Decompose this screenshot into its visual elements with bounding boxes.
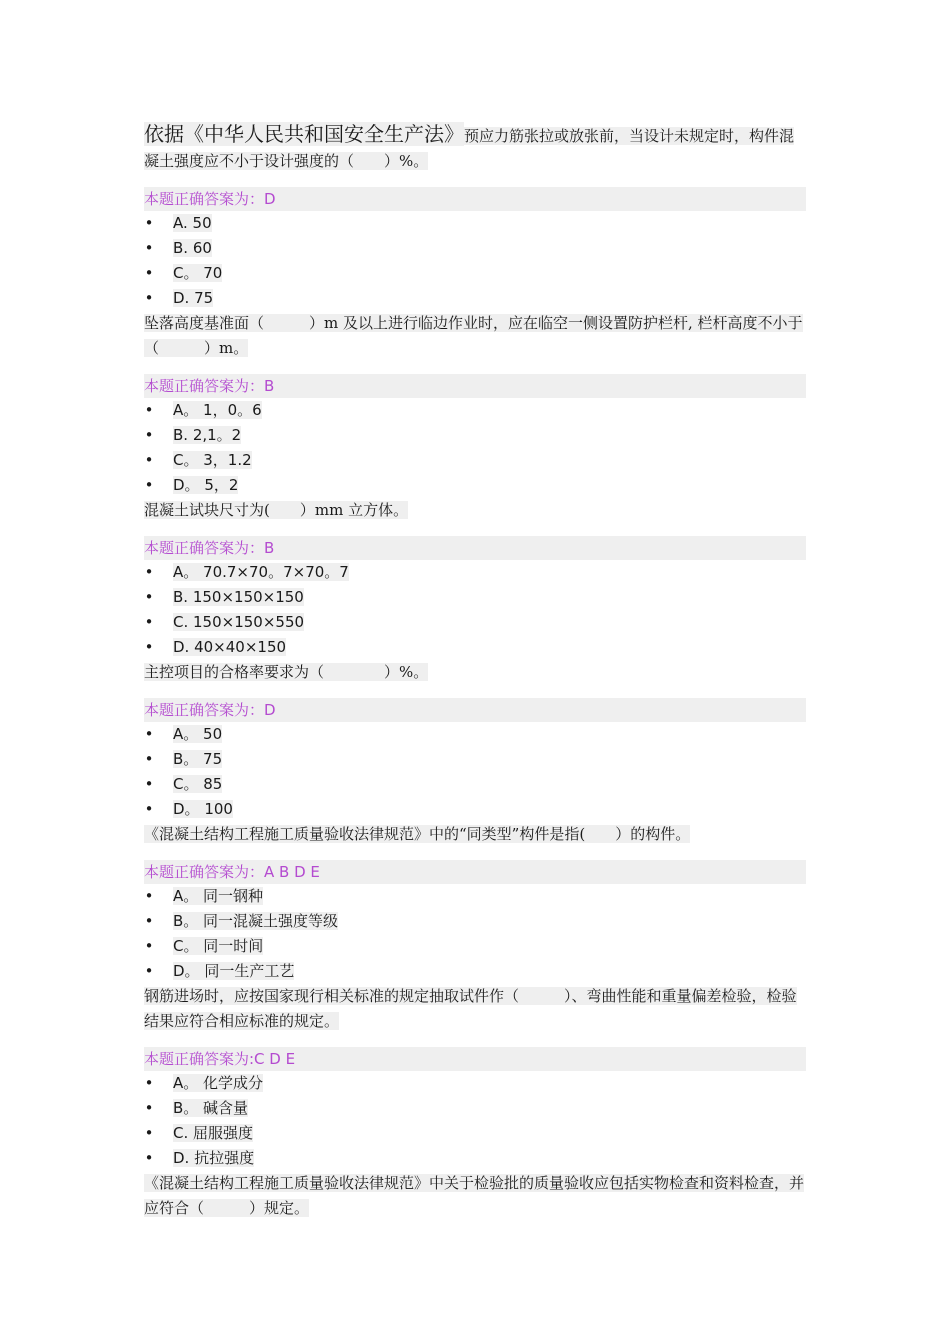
bullet-icon: • <box>144 239 154 257</box>
bullet-icon: • <box>144 1074 154 1092</box>
question-body: 预应力筋张拉或放张前，当设计未规定时，构件混凝土强度应不小于设计强度的（ ）%。 <box>144 127 795 170</box>
options-list <box>144 1071 806 1171</box>
correct-answer: 本题正确答案为：A B D E <box>144 860 806 884</box>
option-label: D. 40×40×150 <box>173 638 287 656</box>
bullet-icon: • <box>144 451 154 469</box>
options-list <box>144 398 806 498</box>
option-item <box>144 1146 806 1171</box>
question-block <box>144 498 806 660</box>
bullet-icon: • <box>144 289 154 307</box>
option-item <box>144 1121 806 1146</box>
question-text <box>144 1171 806 1221</box>
option-label: A。 70.7×70。7×70。7 <box>173 563 349 581</box>
option-item <box>144 423 806 448</box>
option-label: B。 75 <box>173 750 223 768</box>
option-item <box>144 1096 806 1121</box>
option-label: C。 同一时间 <box>173 937 264 955</box>
option-label: C。 85 <box>173 775 223 793</box>
question-text <box>144 822 806 847</box>
bullet-icon: • <box>144 588 154 606</box>
bullet-icon: • <box>144 638 154 656</box>
correct-answer: 本题正确答案为：D <box>144 698 806 722</box>
option-item <box>144 286 806 311</box>
correct-answer: 本题正确答案为：B <box>144 536 806 560</box>
option-label: C。 70 <box>173 264 223 282</box>
option-item <box>144 797 806 822</box>
option-label: C. 150×150×550 <box>173 613 305 631</box>
bullet-icon: • <box>144 613 154 631</box>
question-title: 依据《中华人民共和国安全生产法》 <box>144 122 464 146</box>
option-label: A。 化学成分 <box>173 1074 264 1092</box>
options-list <box>144 722 806 822</box>
bullet-icon: • <box>144 214 154 232</box>
option-item <box>144 560 806 585</box>
bullet-icon: • <box>144 962 154 980</box>
question-block <box>144 660 806 822</box>
option-label: A。 1，0。6 <box>173 401 262 419</box>
bullet-icon: • <box>144 1124 154 1142</box>
option-label: A。 50 <box>173 725 223 743</box>
option-label: D. 抗拉强度 <box>173 1149 255 1167</box>
option-item <box>144 261 806 286</box>
question-body: 钢筋进场时，应按国家现行相关标准的规定抽取试件作（ ）、弯曲性能和重量偏差检验，检验结果应符合相应标准的规定。 <box>144 987 797 1030</box>
question-block <box>144 122 806 311</box>
option-item <box>144 884 806 909</box>
option-label: D。 5，2 <box>173 476 239 494</box>
option-label: C。 3，1.2 <box>173 451 252 469</box>
option-item <box>144 772 806 797</box>
option-item <box>144 448 806 473</box>
options-list <box>144 560 806 660</box>
question-text <box>144 498 806 523</box>
question-text <box>144 122 806 174</box>
option-label: C. 屈服强度 <box>173 1124 254 1142</box>
bullet-icon: • <box>144 912 154 930</box>
bullet-icon: • <box>144 563 154 581</box>
option-item <box>144 934 806 959</box>
option-item <box>144 1071 806 1096</box>
option-label: A. 50 <box>173 214 212 232</box>
question-body: 坠落高度基准面（ ）m 及以上进行临边作业时，应在临空一侧设置防护栏杆, 栏杆高度不小于（ ）m。 <box>144 314 803 357</box>
option-label: B. 2,1。2 <box>173 426 242 444</box>
option-item <box>144 722 806 747</box>
correct-answer: 本题正确答案为：B <box>144 374 806 398</box>
question-text <box>144 984 806 1034</box>
question-block <box>144 311 806 498</box>
option-item <box>144 747 806 772</box>
question-body: 《混凝土结构工程施工质量验收法律规范》中的“同类型”构件是指( ）的构件。 <box>144 825 691 843</box>
options-list <box>144 211 806 311</box>
option-label: B. 60 <box>173 239 212 257</box>
option-item <box>144 909 806 934</box>
question-body: 主控项目的合格率要求为（ ）%。 <box>144 663 429 681</box>
option-item <box>144 959 806 984</box>
question-text <box>144 660 806 685</box>
question-block <box>144 984 806 1171</box>
question-block <box>144 1171 806 1221</box>
option-label: B。 碱含量 <box>173 1099 249 1117</box>
bullet-icon: • <box>144 476 154 494</box>
correct-answer: 本题正确答案为:C D E <box>144 1047 806 1071</box>
bullet-icon: • <box>144 1099 154 1117</box>
option-item <box>144 236 806 261</box>
option-label: B. 150×150×150 <box>173 588 304 606</box>
bullet-icon: • <box>144 887 154 905</box>
option-item <box>144 398 806 423</box>
option-item <box>144 610 806 635</box>
options-list <box>144 884 806 984</box>
bullet-icon: • <box>144 401 154 419</box>
option-item <box>144 585 806 610</box>
correct-answer: 本题正确答案为：D <box>144 187 806 211</box>
bullet-icon: • <box>144 775 154 793</box>
document-page <box>144 122 806 1221</box>
bullet-icon: • <box>144 800 154 818</box>
bullet-icon: • <box>144 937 154 955</box>
question-text <box>144 311 806 361</box>
option-item <box>144 473 806 498</box>
option-item <box>144 635 806 660</box>
option-label: D。 100 <box>173 800 233 818</box>
question-block <box>144 822 806 984</box>
bullet-icon: • <box>144 426 154 444</box>
option-label: D. 75 <box>173 289 214 307</box>
option-item <box>144 211 806 236</box>
question-body: 混凝土试块尺寸为( ）mm 立方体。 <box>144 501 409 519</box>
bullet-icon: • <box>144 750 154 768</box>
bullet-icon: • <box>144 725 154 743</box>
option-label: A。 同一钢种 <box>173 887 264 905</box>
question-body: 《混凝土结构工程施工质量验收法律规范》中关于检验批的质量验收应包括实物检查和资料检查，并应符合（ ）规定。 <box>144 1174 805 1217</box>
option-label: D。 同一生产工艺 <box>173 962 295 980</box>
bullet-icon: • <box>144 1149 154 1167</box>
option-label: B。 同一混凝土强度等级 <box>173 912 339 930</box>
bullet-icon: • <box>144 264 154 282</box>
